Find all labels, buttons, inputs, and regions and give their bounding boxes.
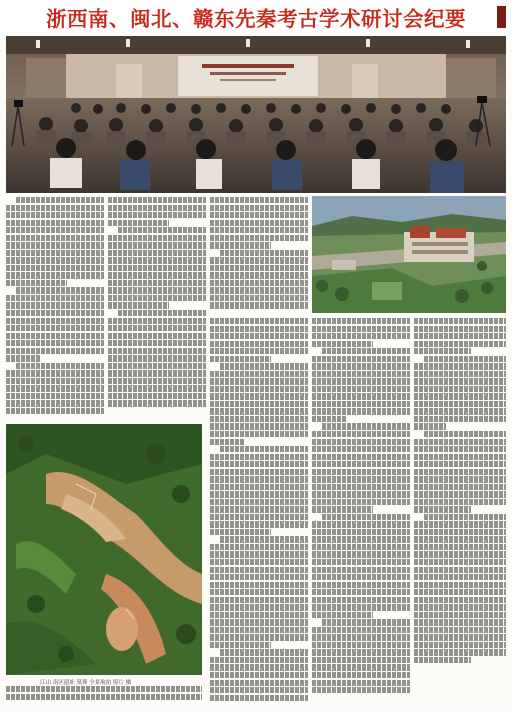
- article-column-3: [210, 197, 308, 317]
- article-column-6: [414, 318, 506, 706]
- article-column-4: [210, 318, 308, 706]
- conference-photo: [6, 36, 506, 193]
- section-tag: [497, 6, 506, 28]
- article-column-1: [6, 197, 104, 419]
- museum-aerial-photo: [312, 196, 506, 313]
- article-column-5: [312, 318, 410, 706]
- article-column-2: [108, 197, 206, 419]
- article-column-7: [6, 686, 202, 708]
- excavation-photo-caption: 江山 南区遗址 墓葬 全景航拍 照片 摄: [40, 680, 132, 686]
- excavation-site-photo: [6, 424, 202, 675]
- page-title: 浙西南、闽北、赣东先秦考古学术研讨会纪要: [46, 7, 466, 31]
- page-header: [0, 0, 512, 34]
